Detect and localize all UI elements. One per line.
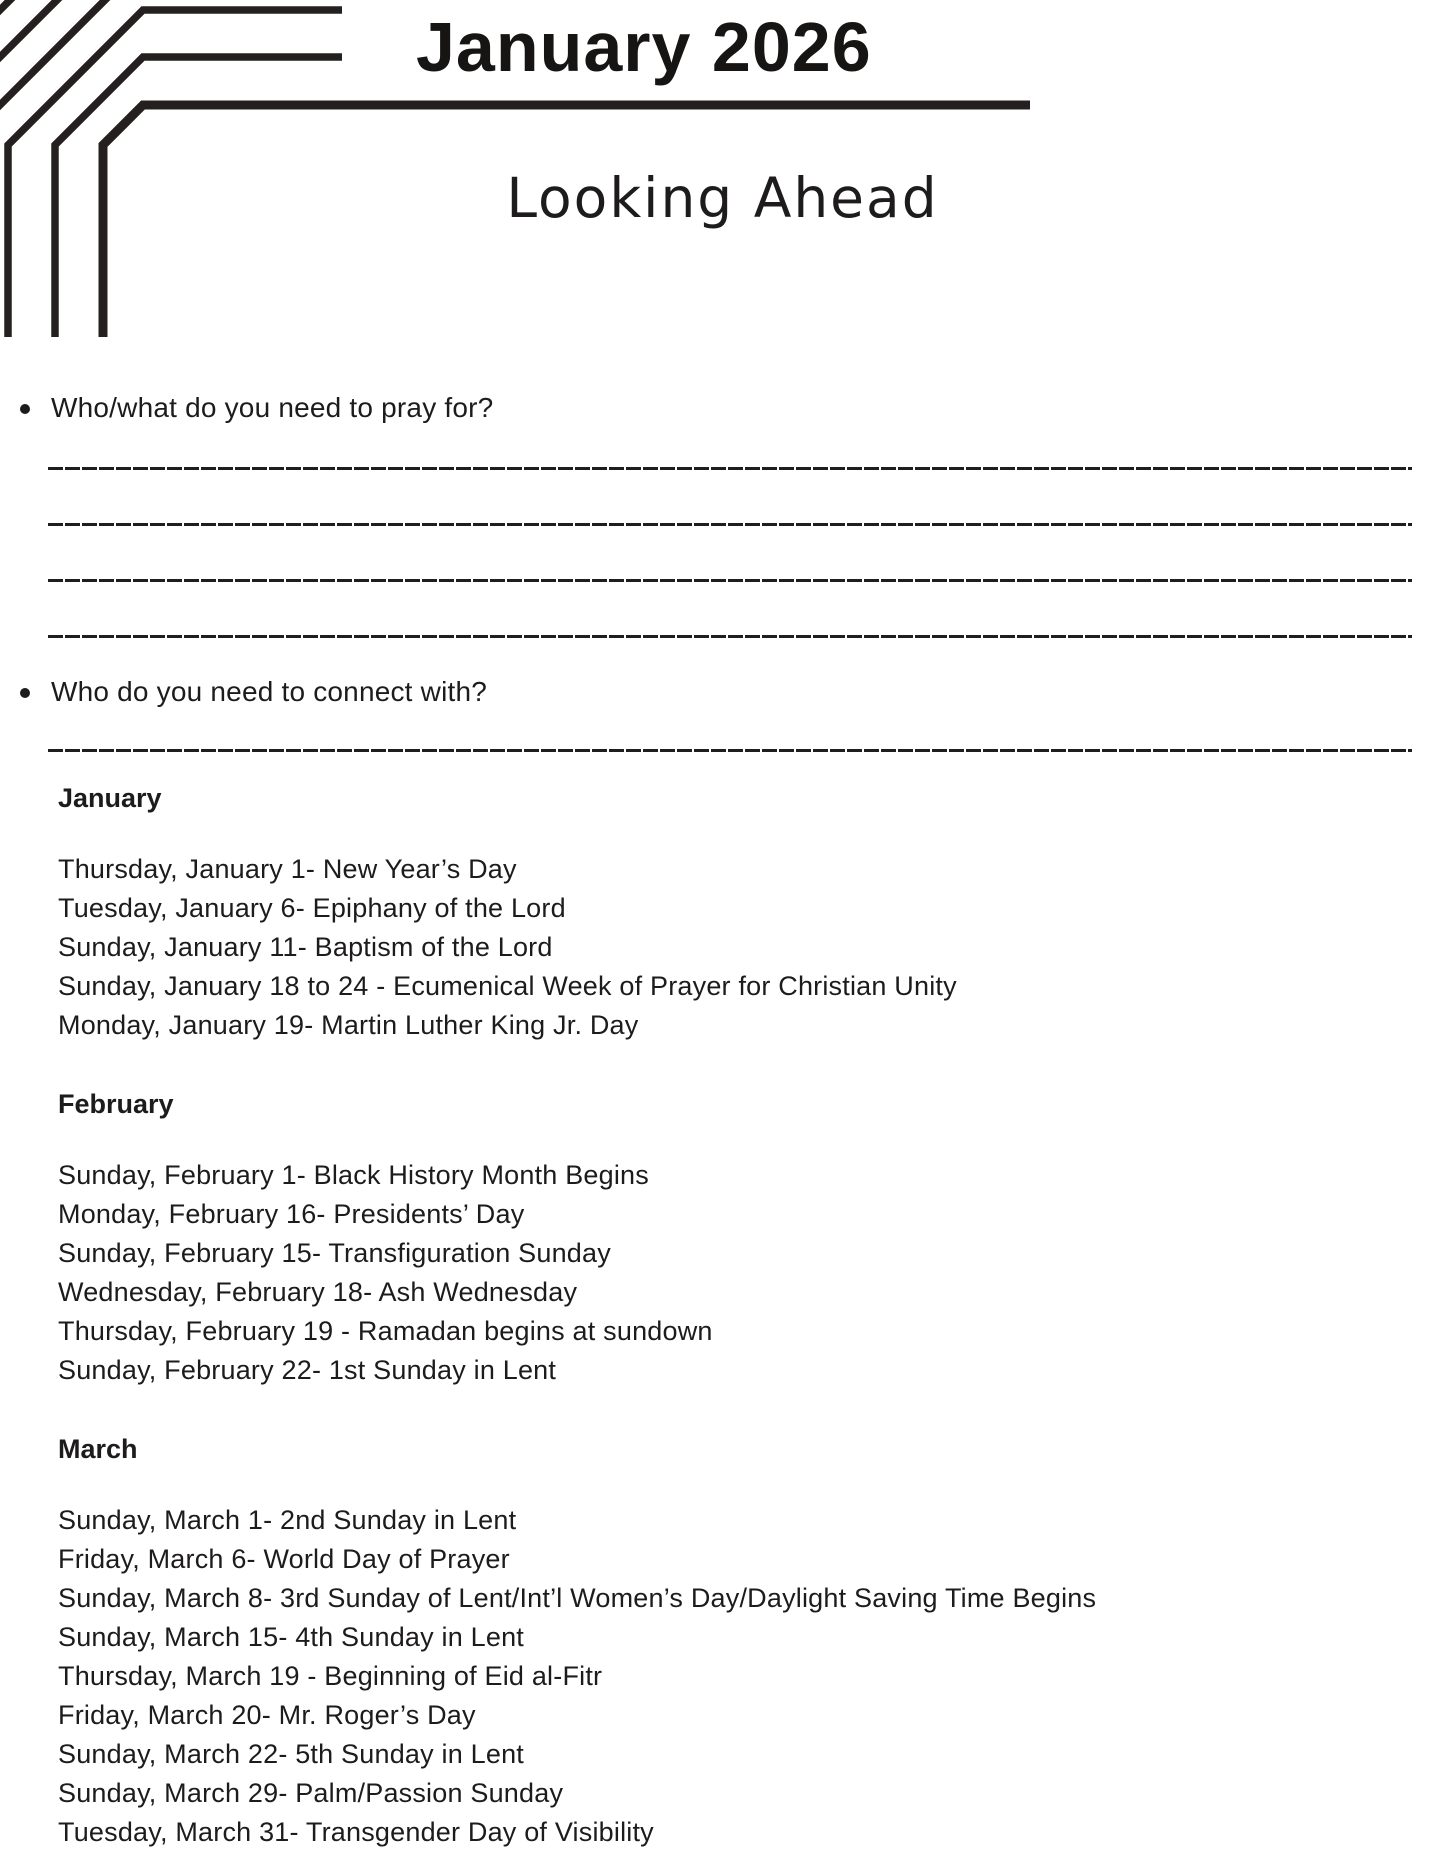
event-line: Monday, January 19- Martin Luther King Jr. Day	[58, 1010, 639, 1040]
bullet-dot-icon	[20, 688, 30, 698]
event-line: Monday, February 16- Presidents’ Day	[58, 1199, 525, 1229]
corner-stub-line	[0, 0, 67, 67]
corner-stub-line	[0, 0, 20, 20]
answer-blank-line	[0, 470, 1445, 526]
event-line: Sunday, March 1- 2nd Sunday in Lent	[58, 1505, 517, 1535]
answer-blank-line	[0, 428, 1445, 470]
bullet-dot-icon	[20, 404, 30, 414]
event-line: Wednesday, February 18- Ash Wednesday	[58, 1277, 578, 1307]
month-events	[0, 850, 1445, 1045]
event-line: Sunday, March 8- 3rd Sunday of Lent/Int’l Women’s Day/Daylight Saving Time Begins	[58, 1583, 1097, 1613]
month-events	[0, 1156, 1445, 1390]
question-label: Who/what do you need to pray for?	[51, 392, 494, 423]
event-line: Thursday, February 19 - Ramadan begins at sundown	[58, 1316, 713, 1346]
event-line: Sunday, February 1- Black History Month Begins	[58, 1160, 649, 1190]
event-line: Thursday, March 19 - Beginning of Eid al-Fitr	[58, 1661, 603, 1691]
event-line: Sunday, March 22- 5th Sunday in Lent	[58, 1739, 524, 1769]
event-line: Sunday, January 18 to 24 - Ecumenical Week of Prayer for Christian Unity	[58, 971, 957, 1001]
month-block	[0, 779, 1445, 1045]
answer-blank-line	[0, 582, 1445, 638]
event-line: Tuesday, March 31- Transgender Day of Visibility	[58, 1817, 654, 1847]
question-row	[0, 672, 1445, 712]
month-block	[0, 1430, 1445, 1852]
event-line: Sunday, February 22- 1st Sunday in Lent	[58, 1355, 557, 1385]
event-line: Sunday, February 15- Transfiguration Sunday	[58, 1238, 611, 1268]
event-line: Sunday, March 29- Palm/Passion Sunday	[58, 1778, 564, 1808]
month-events	[0, 1501, 1445, 1852]
answer-blank-line	[0, 526, 1445, 582]
page-subtitle: Looking Ahead	[506, 166, 939, 230]
event-line: Friday, March 20- Mr. Roger’s Day	[58, 1700, 476, 1730]
month-heading: February	[58, 1089, 174, 1119]
question-block	[0, 672, 1445, 752]
months-section	[0, 779, 1445, 1852]
event-line: Sunday, March 15- 4th Sunday in Lent	[58, 1622, 524, 1652]
answer-lines	[0, 712, 1445, 752]
answer-blank-line	[0, 712, 1445, 752]
event-line: Thursday, January 1- New Year’s Day	[58, 854, 517, 884]
question-block	[0, 388, 1445, 638]
event-line: Tuesday, January 6- Epiphany of the Lord	[58, 893, 566, 923]
page-content	[0, 388, 1445, 1852]
question-label: Who do you need to connect with?	[51, 676, 488, 707]
month-block	[0, 1085, 1445, 1390]
questions-section	[0, 388, 1445, 752]
page-title: January 2026	[416, 8, 872, 86]
month-heading: March	[58, 1434, 138, 1464]
event-line: Sunday, January 11- Baptism of the Lord	[58, 932, 553, 962]
answer-lines	[0, 428, 1445, 638]
question-row	[0, 388, 1445, 428]
month-heading: January	[58, 783, 162, 813]
event-line: Friday, March 6- World Day of Prayer	[58, 1544, 510, 1574]
